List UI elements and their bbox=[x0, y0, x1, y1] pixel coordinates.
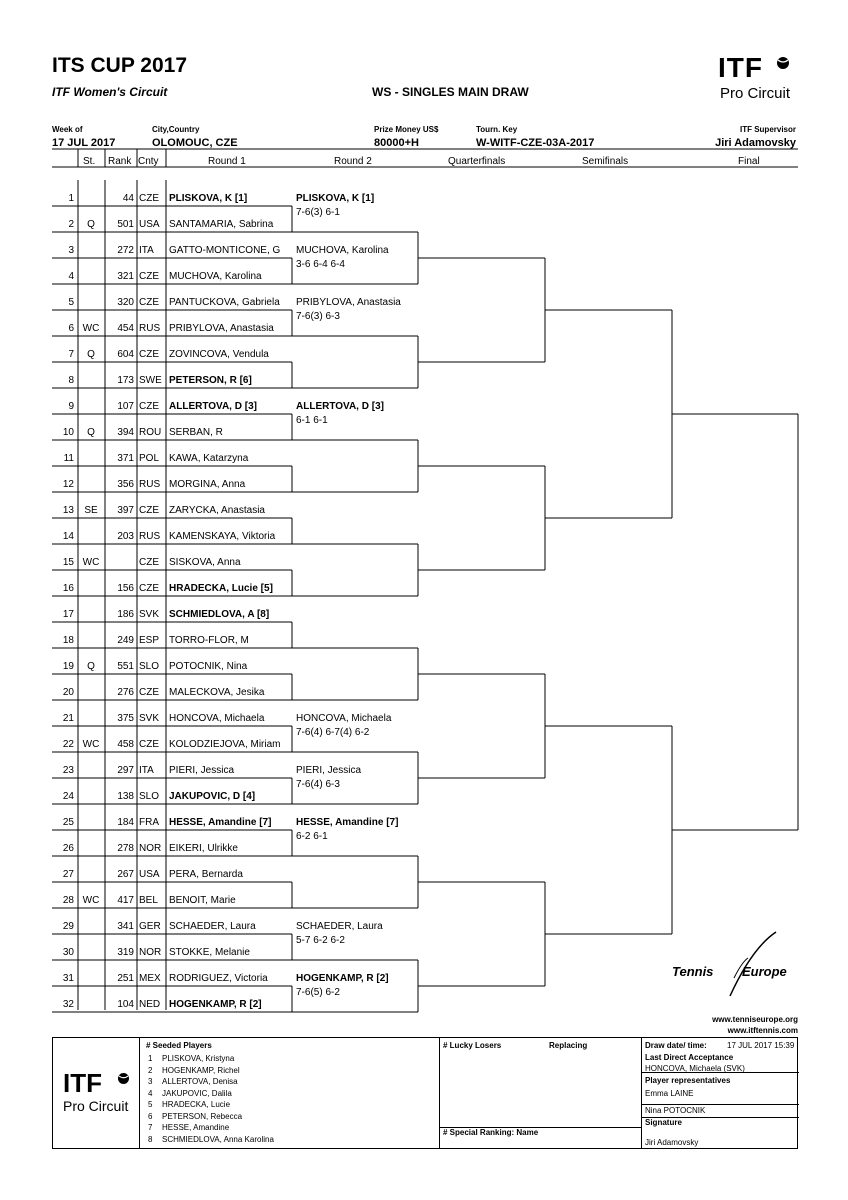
special-ranking-title: # Special Ranking: Name bbox=[443, 1128, 539, 1137]
entry-number: 1 bbox=[68, 193, 74, 204]
entry-number: 10 bbox=[62, 427, 74, 438]
entry-country: CZE bbox=[139, 557, 159, 568]
entry-number: 12 bbox=[62, 479, 74, 490]
entry-player-name: MUCHOVA, Karolina bbox=[169, 271, 262, 282]
rep-1: Emma LAINE bbox=[645, 1089, 694, 1098]
entry-country: CZE bbox=[139, 583, 159, 594]
entry-number: 28 bbox=[62, 895, 74, 906]
entry-rank: 417 bbox=[117, 895, 134, 906]
round2-winner: HESSE, Amandine [7] bbox=[296, 817, 399, 828]
col-header-st: St. bbox=[83, 156, 96, 167]
week-label: Week of bbox=[52, 125, 83, 134]
entry-country: CZE bbox=[139, 349, 159, 360]
entry-country: RUS bbox=[139, 479, 161, 490]
tourn-key-label: Tourn. Key bbox=[476, 125, 518, 134]
seed-player-name: SCHMIEDLOVA, Anna Karolina bbox=[162, 1134, 274, 1144]
entry-player-name: SERBAN, R bbox=[169, 427, 223, 438]
entry-country: GER bbox=[139, 921, 161, 932]
col-header-quarterfinals: Quarterfinals bbox=[448, 156, 506, 167]
entry-number: 22 bbox=[62, 739, 74, 750]
entry-player-name: ALLERTOVA, D [3] bbox=[169, 401, 257, 412]
seed-player-name: JAKUPOVIC, Dalila bbox=[162, 1088, 232, 1098]
entry-country: CZE bbox=[139, 401, 159, 412]
supervisor-label: ITF Supervisor bbox=[739, 125, 796, 134]
entry-number: 20 bbox=[62, 687, 74, 698]
entry-country: SWE bbox=[139, 375, 162, 386]
draw-date-label: Draw date/ time: bbox=[645, 1041, 707, 1050]
entry-number: 32 bbox=[62, 999, 74, 1010]
entry-country: SVK bbox=[139, 609, 160, 620]
seed-number: 4 bbox=[148, 1088, 153, 1098]
entry-status: SE bbox=[84, 505, 98, 516]
entry-rank: 356 bbox=[117, 479, 134, 490]
seed-number: 7 bbox=[148, 1123, 153, 1132]
entry-country: BEL bbox=[139, 895, 158, 906]
round2-winner: PRIBYLOVA, Anastasia bbox=[296, 297, 401, 308]
entry-number: 4 bbox=[68, 271, 74, 282]
round2-winner: SCHAEDER, Laura bbox=[296, 921, 383, 932]
round2-score: 5-7 6-2 6-2 bbox=[296, 935, 345, 946]
entry-player-name: RODRIGUEZ, Victoria bbox=[169, 973, 268, 984]
itftennis-url[interactable]: www.itftennis.com bbox=[727, 1026, 798, 1035]
entry-rank: 104 bbox=[117, 999, 134, 1010]
round2-winner: ALLERTOVA, D [3] bbox=[296, 401, 384, 412]
entry-number: 26 bbox=[62, 843, 74, 854]
col-header-final: Final bbox=[738, 156, 760, 167]
last-direct-label: Last Direct Acceptance bbox=[645, 1053, 734, 1062]
seed-number: 2 bbox=[148, 1065, 153, 1075]
round2-score: 3-6 6-4 6-4 bbox=[296, 259, 345, 270]
tennis-europe-logo bbox=[672, 928, 802, 998]
entry-country: RUS bbox=[139, 323, 161, 334]
entry-number: 29 bbox=[62, 921, 74, 932]
entry-player-name: HESSE, Amandine [7] bbox=[169, 817, 272, 828]
entry-country: ITA bbox=[139, 765, 154, 776]
entry-country: ROU bbox=[139, 427, 162, 438]
entry-rank: 321 bbox=[117, 271, 134, 282]
swoosh-icon bbox=[672, 928, 802, 998]
city-label: City,Country bbox=[152, 125, 200, 134]
entry-player-name: PRIBYLOVA, Anastasia bbox=[169, 323, 274, 334]
entry-number: 14 bbox=[62, 531, 74, 542]
round2-winner: HOGENKAMP, R [2] bbox=[296, 973, 389, 984]
entry-status: WC bbox=[82, 895, 100, 906]
seed-player-name: HESSE, Amandine bbox=[162, 1123, 230, 1132]
entry-number: 11 bbox=[63, 453, 74, 464]
entry-country: SLO bbox=[139, 661, 160, 672]
entry-country: MEX bbox=[139, 973, 161, 984]
entry-rank: 249 bbox=[117, 635, 134, 646]
seed-player-name: ALLERTOVA, Denisa bbox=[162, 1077, 238, 1086]
seed-number: 5 bbox=[148, 1100, 153, 1109]
entry-rank: 44 bbox=[122, 193, 134, 204]
signature-value: Jiri Adamovsky bbox=[645, 1138, 699, 1147]
europe-word: Europe bbox=[742, 964, 787, 979]
draw-name: WS - SINGLES MAIN DRAW bbox=[372, 85, 529, 99]
col-header-rank: Rank bbox=[108, 156, 132, 167]
entry-player-name: GATTO-MONTICONE, G bbox=[169, 245, 281, 256]
seed-player-name: PETERSON, Rebecca bbox=[162, 1111, 243, 1121]
entry-country: FRA bbox=[139, 817, 159, 828]
footer-itf-logo-subtext: Pro Circuit bbox=[63, 1098, 129, 1114]
entry-player-name: PANTUCKOVA, Gabriela bbox=[169, 297, 280, 308]
lucky-losers-title: # Lucky Losers bbox=[443, 1041, 502, 1050]
round2-winner: HONCOVA, Michaela bbox=[296, 713, 392, 724]
entry-number: 16 bbox=[62, 583, 74, 594]
seed-number: 3 bbox=[148, 1077, 153, 1086]
entry-rank: 107 bbox=[117, 401, 134, 412]
entry-number: 5 bbox=[68, 297, 74, 308]
entry-player-name: POTOCNIK, Nina bbox=[169, 661, 248, 672]
entry-rank: 278 bbox=[117, 843, 134, 854]
seed-number: 6 bbox=[148, 1111, 153, 1121]
entry-player-name: SISKOVA, Anna bbox=[169, 557, 241, 568]
entry-rank: 186 bbox=[117, 609, 134, 620]
entry-number: 31 bbox=[62, 973, 74, 984]
entry-player-name: SCHMIEDLOVA, A [8] bbox=[169, 609, 270, 620]
entry-rank: 272 bbox=[117, 245, 134, 256]
entry-number: 24 bbox=[62, 791, 74, 802]
entry-number: 19 bbox=[62, 661, 74, 672]
entry-country: ESP bbox=[139, 635, 160, 646]
entry-number: 18 bbox=[62, 635, 74, 646]
prize-value: 80000+H bbox=[374, 137, 419, 149]
prize-label: Prize Money US$ bbox=[374, 125, 439, 134]
seed-player-name: HOGENKAMP, Richel bbox=[162, 1065, 240, 1075]
entry-number: 9 bbox=[68, 401, 74, 412]
entry-player-name: HONCOVA, Michaela bbox=[169, 713, 265, 724]
entry-player-name: HRADECKA, Lucie [5] bbox=[169, 583, 273, 594]
entry-rank: 267 bbox=[117, 869, 134, 880]
seed-number: 1 bbox=[148, 1054, 153, 1063]
entry-country: CZE bbox=[139, 297, 159, 308]
entry-player-name: SCHAEDER, Laura bbox=[169, 921, 256, 932]
entry-status: Q bbox=[87, 219, 95, 230]
entry-country: USA bbox=[139, 869, 160, 880]
col-header-round1: Round 1 bbox=[208, 156, 246, 167]
round2-score: 7-6(3) 6-3 bbox=[296, 311, 340, 322]
reps-label: Player representatives bbox=[645, 1076, 731, 1085]
entry-player-name: ZARYCKA, Anastasia bbox=[169, 505, 265, 516]
col-header-cnty: Cnty bbox=[138, 156, 159, 167]
entry-rank: 184 bbox=[117, 817, 134, 828]
entry-rank: 276 bbox=[117, 687, 134, 698]
entry-number: 2 bbox=[68, 219, 74, 230]
entry-status: WC bbox=[82, 557, 100, 568]
entry-rank: 341 bbox=[117, 921, 134, 932]
entry-status: Q bbox=[87, 349, 95, 360]
entry-player-name: PETERSON, R [6] bbox=[169, 375, 252, 386]
entry-status: Q bbox=[87, 427, 95, 438]
entry-rank: 371 bbox=[117, 453, 134, 464]
seed-player-name: HRADECKA, Lucie bbox=[162, 1100, 231, 1109]
round2-winner: MUCHOVA, Karolina bbox=[296, 245, 389, 256]
entry-player-name: PIERI, Jessica bbox=[169, 765, 235, 776]
entry-country: CZE bbox=[139, 505, 159, 516]
seeded-title: # Seeded Players bbox=[146, 1041, 212, 1050]
entry-player-name: PERA, Bernarda bbox=[169, 869, 243, 880]
entry-number: 23 bbox=[62, 765, 74, 776]
round2-score: 7-6(3) 6-1 bbox=[296, 207, 340, 218]
entry-country: POL bbox=[139, 453, 160, 464]
entry-player-name: STOKKE, Melanie bbox=[169, 947, 250, 958]
entry-player-name: PLISKOVA, K [1] bbox=[169, 193, 248, 204]
entry-status: WC bbox=[82, 739, 100, 750]
rep-2: Nina POTOCNIK bbox=[645, 1106, 706, 1115]
entry-country: SLO bbox=[139, 791, 160, 802]
footer-box bbox=[52, 1037, 798, 1149]
entry-number: 13 bbox=[62, 505, 74, 516]
draw-date-value: 17 JUL 2017 15:39 bbox=[727, 1041, 795, 1050]
round2-score: 6-2 6-1 bbox=[296, 831, 328, 842]
entry-player-name: MALECKOVA, Jesika bbox=[169, 687, 265, 698]
last-direct-value: HONCOVA, Michaela (SVK) bbox=[645, 1064, 745, 1073]
entry-player-name: BENOIT, Marie bbox=[169, 895, 236, 906]
entry-status: Q bbox=[87, 661, 95, 672]
entry-rank: 501 bbox=[117, 219, 134, 230]
supervisor-value: Jiri Adamovsky bbox=[715, 137, 796, 149]
entry-country: RUS bbox=[139, 531, 161, 542]
entry-rank: 458 bbox=[117, 739, 134, 750]
tenniseurope-url[interactable]: www.tenniseurope.org bbox=[712, 1015, 798, 1024]
entry-player-name: SANTAMARIA, Sabrina bbox=[169, 219, 274, 230]
round2-score: 7-6(4) 6-7(4) 6-2 bbox=[296, 727, 370, 738]
tennis-word: Tennis bbox=[672, 964, 714, 979]
week-value: 17 JUL 2017 bbox=[52, 137, 116, 149]
entry-rank: 251 bbox=[117, 973, 134, 984]
footer-itf-logo-text: ITF bbox=[63, 1068, 102, 1098]
page-title: ITS CUP 2017 bbox=[52, 54, 188, 77]
city-value: OLOMOUC, CZE bbox=[152, 137, 238, 149]
entry-number: 25 bbox=[62, 817, 74, 828]
page-subtitle: ITF Women's Circuit bbox=[52, 85, 168, 99]
entry-country: SVK bbox=[139, 713, 160, 724]
entry-number: 15 bbox=[62, 557, 74, 568]
entry-status: WC bbox=[82, 323, 100, 334]
entry-country: CZE bbox=[139, 193, 159, 204]
entry-number: 6 bbox=[68, 323, 74, 334]
entry-rank: 203 bbox=[117, 531, 134, 542]
entry-player-name: TORRO-FLOR, M bbox=[169, 635, 249, 646]
seed-player-name: PLISKOVA, Kristyna bbox=[162, 1054, 235, 1063]
col-header-round2: Round 2 bbox=[334, 156, 372, 167]
entry-rank: 397 bbox=[117, 505, 134, 516]
entry-country: CZE bbox=[139, 271, 159, 282]
entry-rank: 454 bbox=[117, 323, 134, 334]
entry-rank: 375 bbox=[117, 713, 134, 724]
entry-rank: 173 bbox=[117, 375, 134, 386]
entry-country: CZE bbox=[139, 687, 159, 698]
footer-tennis-ball-icon bbox=[117, 1072, 130, 1085]
tourn-key-value: W-WITF-CZE-03A-2017 bbox=[476, 137, 595, 149]
entry-player-name: KAWA, Katarzyna bbox=[169, 453, 249, 464]
entry-rank: 604 bbox=[117, 349, 134, 360]
entry-number: 30 bbox=[62, 947, 74, 958]
round2-score: 7-6(4) 6-3 bbox=[296, 779, 340, 790]
entry-rank: 551 bbox=[117, 661, 134, 672]
round2-score: 7-6(5) 6-2 bbox=[296, 987, 340, 998]
entry-player-name: HOGENKAMP, R [2] bbox=[169, 999, 262, 1010]
entry-country: ITA bbox=[139, 245, 154, 256]
col-header-semifinals: Semifinals bbox=[582, 156, 629, 167]
entry-rank: 394 bbox=[117, 427, 134, 438]
entry-player-name: KOLODZIEJOVA, Miriam bbox=[169, 739, 281, 750]
entry-rank: 138 bbox=[117, 791, 134, 802]
entry-player-name: JAKUPOVIC, D [4] bbox=[169, 791, 256, 802]
footer-itf-logo bbox=[57, 1068, 137, 1124]
entry-number: 3 bbox=[68, 245, 74, 256]
entry-number: 17 bbox=[62, 609, 74, 620]
entry-rank: 156 bbox=[117, 583, 134, 594]
entry-player-name: EIKERI, Ulrikke bbox=[169, 843, 238, 854]
entry-country: NOR bbox=[139, 843, 162, 854]
entry-rank: 297 bbox=[117, 765, 134, 776]
round2-winner: PLISKOVA, K [1] bbox=[296, 193, 375, 204]
seed-number: 8 bbox=[148, 1134, 153, 1144]
signature-label: Signature bbox=[645, 1118, 682, 1127]
entry-number: 8 bbox=[68, 375, 74, 386]
entry-player-name: ZOVINCOVA, Vendula bbox=[169, 349, 269, 360]
entry-number: 7 bbox=[68, 349, 74, 360]
entry-country: USA bbox=[139, 219, 160, 230]
entry-number: 21 bbox=[62, 713, 74, 724]
entry-country: CZE bbox=[139, 739, 159, 750]
entry-number: 27 bbox=[62, 869, 74, 880]
entry-rank: 319 bbox=[117, 947, 134, 958]
entry-player-name: KAMENSKAYA, Viktoria bbox=[169, 531, 276, 542]
round2-score: 6-1 6-1 bbox=[296, 415, 328, 426]
itf-logo-text: ITF bbox=[718, 52, 763, 83]
replacing-title: Replacing bbox=[549, 1041, 588, 1050]
entry-player-name: MORGINA, Anna bbox=[169, 479, 246, 490]
entry-country: NOR bbox=[139, 947, 162, 958]
itf-logo-subtext: Pro Circuit bbox=[720, 85, 791, 102]
entry-country: NED bbox=[139, 999, 161, 1010]
round2-winner: PIERI, Jessica bbox=[296, 765, 362, 776]
entry-rank: 320 bbox=[117, 297, 134, 308]
